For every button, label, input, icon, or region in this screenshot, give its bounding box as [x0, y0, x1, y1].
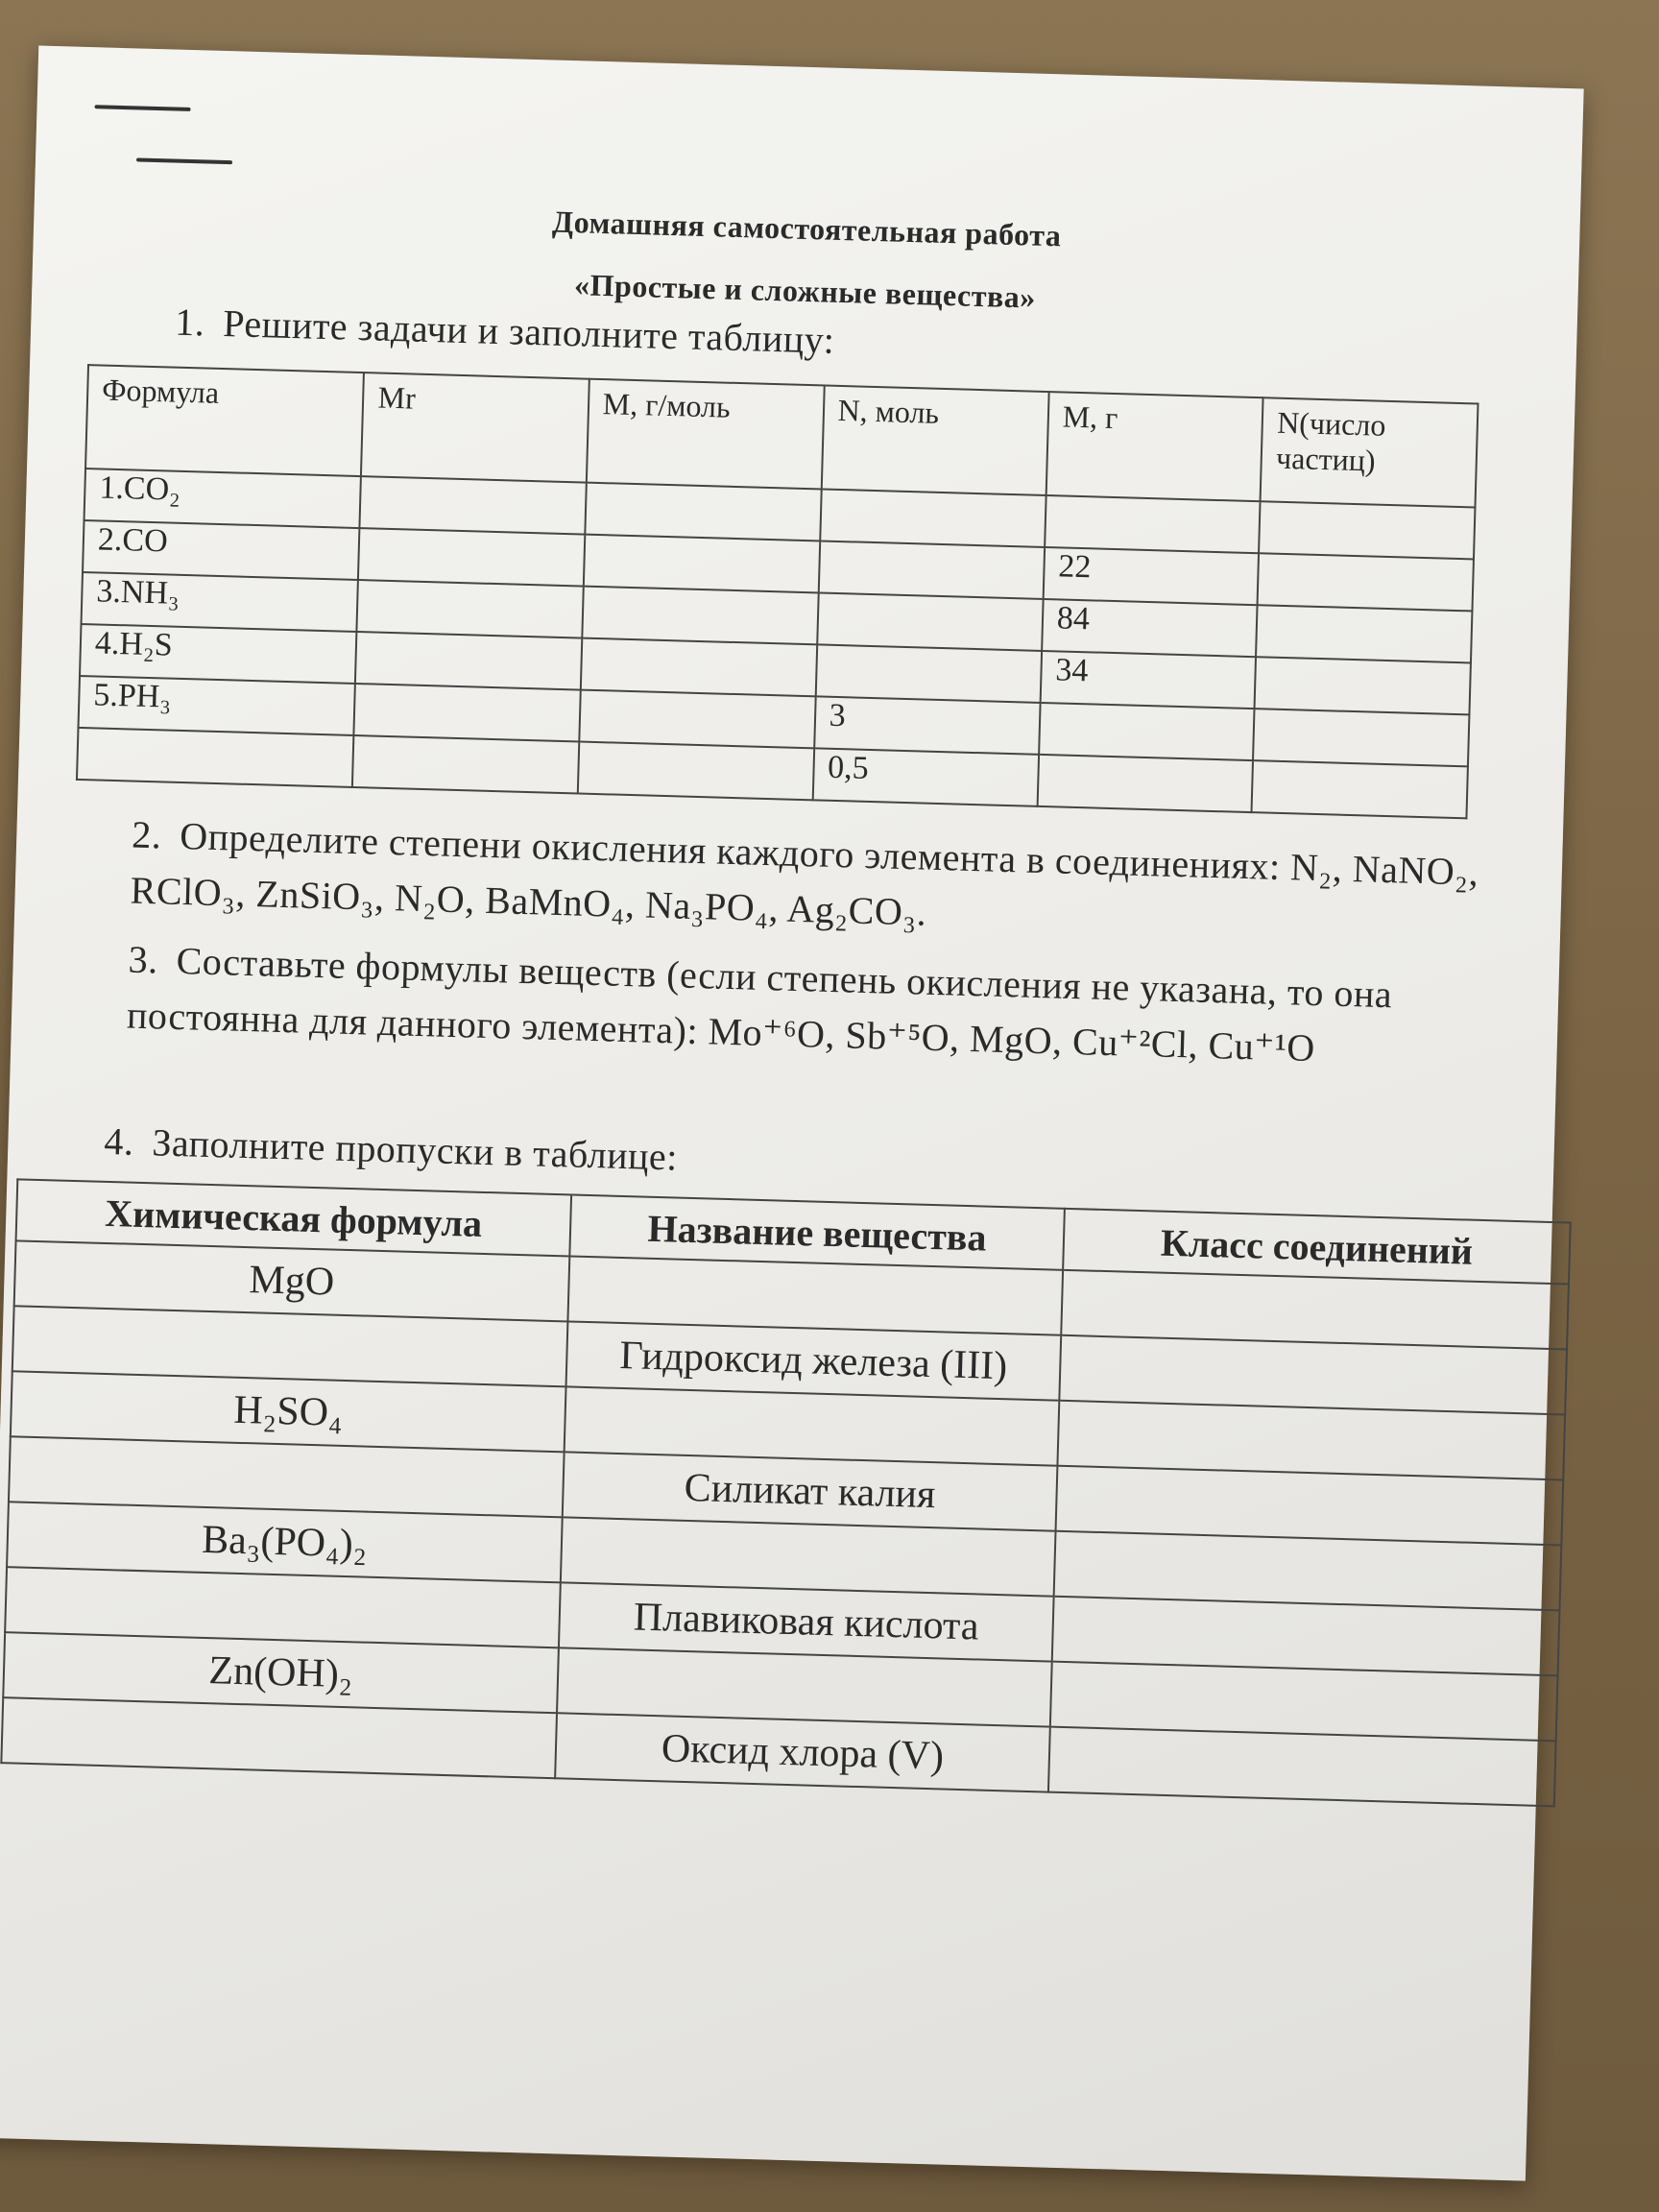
task-3-text: Составьте формулы веществ (если степень окисления не указана, то она постоянна для данного элемента): Mo⁺⁶O, Sb⁺⁵O, MgO, Cu⁺²Cl, Cu⁺¹O [126, 938, 1393, 1070]
table1-cell [355, 632, 582, 690]
task-4 [104, 1114, 679, 1186]
table1-cell [1253, 709, 1469, 766]
table1-cell [815, 644, 1042, 703]
mass-calculation-table [76, 364, 1479, 819]
table1-header: Mr [361, 373, 589, 482]
table1-cell: 84 [1042, 599, 1258, 657]
table1-cell [1259, 501, 1475, 559]
table2-header: Химическая формула [16, 1179, 571, 1256]
table1-cell [1252, 760, 1468, 818]
table1-cell [1039, 703, 1255, 760]
table2-cell: Оксид хлора (V) [555, 1713, 1050, 1791]
table1-header: N, моль [821, 386, 1048, 495]
table1-header: Формула [85, 365, 364, 476]
table1-cell [820, 489, 1046, 547]
table1-cell [358, 528, 585, 587]
table1-cell: 5.PH₃ [78, 676, 355, 735]
table2-cell: MgO [14, 1240, 569, 1321]
table1-cell [1258, 553, 1474, 611]
task-4-number: 4. [103, 1118, 135, 1164]
table1-header: M, г/моль [587, 379, 825, 490]
substance-classification-table [0, 1178, 1571, 1807]
table1-cell: 1.CO₂ [84, 469, 362, 528]
table1-cell [1045, 495, 1261, 553]
table1-cell [818, 541, 1045, 599]
table1-cell: 3 [814, 696, 1041, 755]
worksheet-subtitle: «Простые и сложные вещества» [573, 267, 1037, 315]
table1-cell [579, 690, 815, 749]
table1-cell [354, 684, 581, 742]
task-2-text: Определите степени окисления каждого элемента в соединениях: N₂, NaNO₂, RClO₃, ZnSiO₃, N₂O, BaMnO₄, Na₃PO₄, Ag₂CO₃. [130, 813, 1479, 934]
table2-cell: H₂SO₄ [11, 1371, 565, 1452]
table1-cell [1037, 755, 1253, 812]
task-4-text: Заполните пропуски в таблице: [151, 1120, 679, 1179]
table1-header: M, г [1046, 392, 1263, 501]
table1-cell [581, 638, 817, 697]
table1-cell [577, 742, 813, 801]
table2-cell: Плавиковая кислота [559, 1582, 1054, 1661]
table2-cell [1048, 1727, 1556, 1807]
task-3-number: 3. [128, 937, 159, 982]
table2-header: Класс соединений [1063, 1209, 1570, 1285]
table2-header: Название вещества [569, 1194, 1065, 1269]
table1-cell: 0,5 [812, 748, 1039, 806]
task-1-number: 1. [174, 300, 205, 345]
table2-cell: Силикат калия [563, 1452, 1058, 1530]
task-2-number: 2. [131, 812, 163, 857]
task-3 [126, 932, 1511, 1082]
table1-cell: 22 [1043, 547, 1259, 605]
table1-cell [357, 580, 584, 638]
table1-cell [585, 483, 821, 541]
table1-cell: 34 [1040, 651, 1256, 709]
table1-cell: 4.H₂S [80, 624, 357, 684]
table1-cell: 3.NH₃ [82, 572, 359, 632]
table1-cell [1255, 657, 1471, 714]
worksheet-title: Домашняя самостоятельная работа [551, 204, 1062, 253]
table1-cell [584, 535, 820, 593]
table1-cell [1256, 605, 1472, 662]
table1-cell [817, 592, 1044, 651]
task-2 [130, 807, 1496, 957]
table1-cell: 2.CO [83, 520, 360, 580]
table1-header: N(число частиц) [1261, 397, 1479, 507]
table2-cell: Ba₃(PO₄)₂ [7, 1502, 562, 1582]
worksheet-paper [0, 46, 1584, 2181]
table1-cell [77, 728, 354, 787]
table1-cell [360, 476, 587, 535]
table1-cell [352, 735, 579, 794]
table2-cell: Гидроксид железа (III) [565, 1321, 1061, 1400]
table2-cell: Zn(OH)₂ [3, 1632, 558, 1713]
task-1-text: Решите задачи и заполните таблицу: [222, 301, 835, 362]
table1-cell [582, 587, 818, 645]
